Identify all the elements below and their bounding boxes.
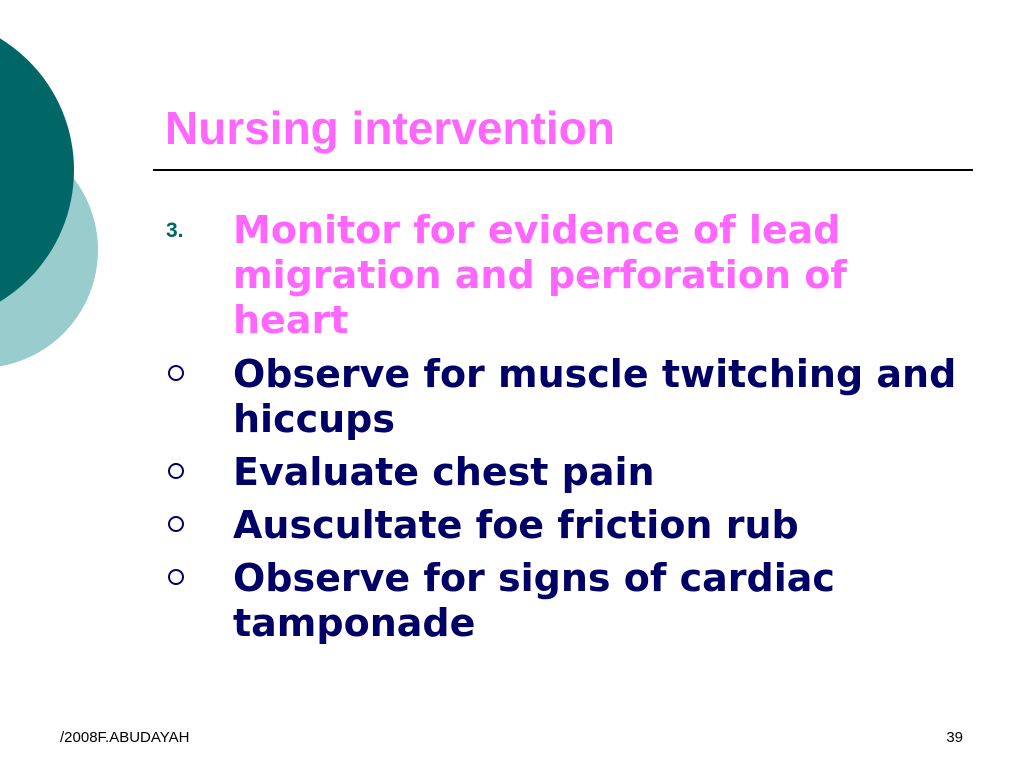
item-text: Observe for muscle twitching and hiccups <box>233 352 957 441</box>
hollow-circle-bullet-icon <box>168 365 184 381</box>
list-item <box>160 556 960 646</box>
title-divider <box>153 169 973 171</box>
page-number: 39 <box>946 729 963 746</box>
item-number: 3. <box>166 219 184 242</box>
hollow-circle-bullet-icon <box>168 569 184 585</box>
list-item <box>160 450 960 495</box>
list-item <box>160 352 960 442</box>
decorative-circles <box>0 0 110 420</box>
slide-title: Nursing intervention <box>165 102 615 154</box>
list-item <box>160 503 960 548</box>
item-text: Auscultate foe friction rub <box>233 503 799 547</box>
hollow-circle-bullet-icon <box>168 463 184 479</box>
footer-author: /2008F.ABUDAYAH <box>60 729 190 746</box>
item-text: Observe for signs of cardiac tamponade <box>233 556 835 645</box>
hollow-circle-bullet-icon <box>168 516 184 532</box>
item-text: Evaluate chest pain <box>233 450 655 494</box>
list-item <box>160 208 960 343</box>
bullet-list <box>160 208 960 654</box>
item-text: Monitor for evidence of lead migration and perforation of heart <box>233 208 847 342</box>
